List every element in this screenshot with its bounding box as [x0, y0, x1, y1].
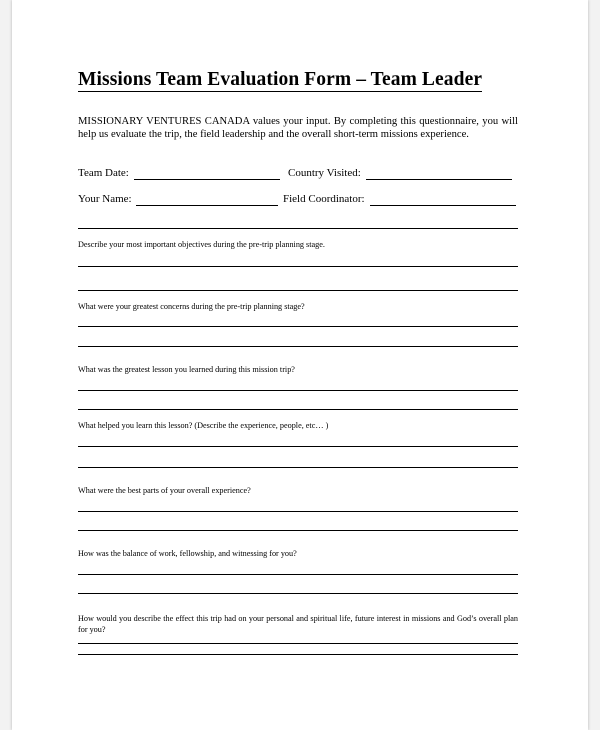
question-4: What helped you learn this lesson? (Describe the experience, people, etc… ) [78, 421, 329, 430]
form-title: Missions Team Evaluation Form – Team Leader [78, 69, 483, 90]
answer-line[interactable] [78, 346, 518, 347]
intro-paragraph: MISSIONARY VENTURES CANADA values your input. By completing this questionnaire, you will help us evaluate the trip, the field leadership and the overall short-term missions experience. [78, 116, 518, 140]
question-7: How would you describe the effect this trip had on your personal and spiritual life, future interest in missions and God’s overall plan for you? [78, 614, 518, 634]
answer-line[interactable] [78, 390, 518, 391]
country-visited-label: Country Visited: [288, 167, 361, 179]
answer-line[interactable] [78, 409, 518, 410]
question-1: Describe your most important objectives during the pre-trip planning stage. [78, 240, 325, 249]
answer-line[interactable] [78, 290, 518, 291]
question-2: What were your greatest concerns during the pre-trip planning stage? [78, 302, 305, 311]
answer-line[interactable] [78, 467, 518, 468]
question-3: What was the greatest lesson you learned during this mission trip? [78, 365, 295, 374]
answer-line[interactable] [78, 446, 518, 447]
country-visited-field[interactable] [366, 179, 512, 180]
question-6: How was the balance of work, fellowship, and witnessing for you? [78, 549, 297, 558]
header-answer-line[interactable] [78, 228, 518, 229]
answer-line[interactable] [78, 530, 518, 531]
answer-line[interactable] [78, 654, 518, 655]
question-5: What were the best parts of your overall experience? [78, 486, 251, 495]
answer-line[interactable] [78, 574, 518, 575]
answer-line[interactable] [78, 266, 518, 267]
your-name-label: Your Name: [78, 193, 132, 205]
answer-line[interactable] [78, 326, 518, 327]
team-date-field[interactable] [134, 179, 280, 180]
field-coordinator-label: Field Coordinator: [283, 193, 365, 205]
field-coordinator-field[interactable] [370, 205, 516, 206]
answer-line[interactable] [78, 593, 518, 594]
answer-line[interactable] [78, 643, 518, 644]
your-name-field[interactable] [136, 205, 278, 206]
team-date-label: Team Date: [78, 167, 129, 179]
answer-line[interactable] [78, 511, 518, 512]
